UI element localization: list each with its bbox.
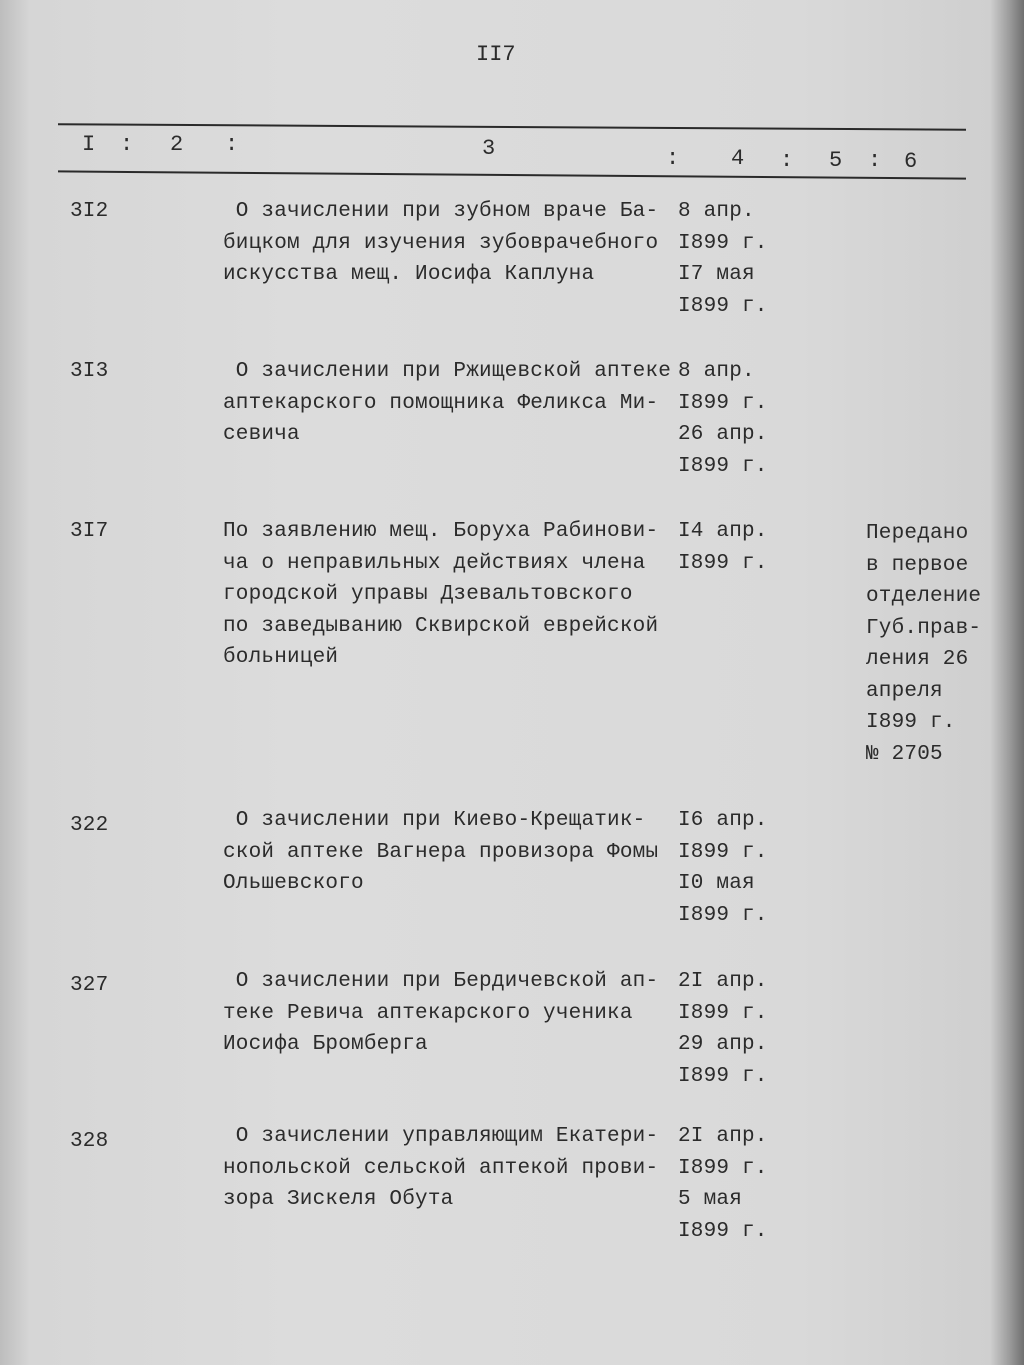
entry-description <box>223 1121 658 1216</box>
header-separator: : <box>666 146 680 171</box>
entry-description-line: О зачислении при Бердичевской ап- <box>223 970 659 993</box>
entry-number: 327 <box>70 974 109 997</box>
header-separator: : <box>868 148 882 173</box>
entry-dates <box>678 516 768 579</box>
entry-description-line: О зачислении при зубном враче Ба- <box>223 200 659 223</box>
entry-dates-line: 8 апр. <box>678 200 755 223</box>
entry-note-line: апреля <box>866 679 943 703</box>
entry-description-line: ской аптеке Вагнера провизора Фомы <box>223 840 659 864</box>
entry-description <box>223 196 658 291</box>
entry-number: 3I3 <box>70 360 109 383</box>
entry-dates-line: I6 апр. <box>678 809 768 832</box>
entry-description-line: больницей <box>223 646 339 669</box>
entry-description-line: севича <box>223 423 300 446</box>
entry-dates-line: I899 г. <box>678 1001 768 1025</box>
entry-description <box>223 805 658 900</box>
entry-description-line: городской управы Дзевальтовского <box>223 583 633 606</box>
entry-dates-line: I899 г. <box>678 551 768 575</box>
entry-number: 328 <box>70 1130 109 1153</box>
entry-dates <box>678 805 768 931</box>
entry-dates-line: 26 апр. <box>678 423 768 446</box>
entry-dates <box>678 966 768 1092</box>
entry-dates-line: I899 г. <box>678 840 768 864</box>
header-col-5: 5 <box>829 148 843 173</box>
entry-dates-line: 2I апр. <box>678 1125 768 1148</box>
entry-note-line: ления 26 <box>866 648 969 671</box>
entry-description-line: ча о неправильных действиях члена <box>223 551 646 575</box>
entry-number: 322 <box>70 814 109 837</box>
entry-description-line: По заявлению мещ. Боруха Рабинови- <box>223 520 659 543</box>
entry-dates <box>678 356 768 482</box>
page-number: II7 <box>476 42 516 67</box>
entry-dates-line: 8 апр. <box>678 360 755 383</box>
header-col-6: 6 <box>904 149 918 174</box>
entry-note-line: I899 г. <box>866 711 956 734</box>
entry-description-line: бицком для изучения зубоврачебного <box>223 231 659 255</box>
entry-note-line: отделение <box>866 585 982 608</box>
entry-dates-line: I899 г. <box>678 1156 768 1180</box>
entry-description-line: теке Ревича аптекарского ученика <box>223 1001 633 1025</box>
entry-dates-line: I899 г. <box>678 454 768 478</box>
entry-dates-line: I4 апр. <box>678 520 768 543</box>
header-col-1: I <box>82 132 96 157</box>
entry-description <box>223 356 671 451</box>
entry-dates-line: 5 мая <box>678 1188 743 1211</box>
entry-description <box>223 966 658 1061</box>
header-col-2: 2 <box>170 132 184 157</box>
entry-description-line: О зачислении при Киево-Крещатик- <box>223 809 646 832</box>
entry-dates-line: I899 г. <box>678 391 768 415</box>
entry-note <box>866 518 981 770</box>
entry-dates-line: I7 мая <box>678 263 755 286</box>
entry-dates <box>678 1121 768 1247</box>
entry-note-line: Передано <box>866 522 969 545</box>
entry-description-line: О зачислении при Ржищевской аптеке <box>223 360 672 383</box>
entry-number: 3I2 <box>70 200 109 223</box>
header-separator: : <box>225 132 239 157</box>
entry-description-line: О зачислении управляющим Екатери- <box>223 1125 659 1148</box>
entry-number: 3I7 <box>70 520 109 543</box>
header-top-rule <box>58 123 966 131</box>
entry-dates-line: I0 мая <box>678 872 755 895</box>
entry-dates-line: I899 г. <box>678 903 768 927</box>
entry-dates <box>678 196 768 322</box>
entry-description-line: Иосифа Бромберга <box>223 1033 428 1056</box>
entry-description-line: аптекарского помощника Феликса Ми- <box>223 391 659 415</box>
entry-description-line: нопольской сельской аптекой прови- <box>223 1156 659 1180</box>
entry-dates-line: I899 г. <box>678 1064 768 1088</box>
entry-dates-line: I899 г. <box>678 1219 768 1243</box>
entry-description <box>223 516 658 674</box>
entry-dates-line: I899 г. <box>678 294 768 318</box>
entry-dates-line: 2I апр. <box>678 970 768 993</box>
entry-note-line: Губ.прав- <box>866 616 982 640</box>
header-separator: : <box>780 148 794 173</box>
header-col-4: 4 <box>731 146 745 171</box>
entry-dates-line: 29 апр. <box>678 1033 768 1056</box>
entry-note-line: в первое <box>866 553 969 577</box>
entry-description-line: зора Зискеля Обута <box>223 1188 454 1211</box>
entry-description-line: искусства мещ. Иосифа Каплуна <box>223 263 595 286</box>
entry-note-line: № 2705 <box>866 742 943 766</box>
entry-dates-line: I899 г. <box>678 231 768 255</box>
header-separator: : <box>120 132 134 157</box>
entry-description-line: по заведыванию Сквирской еврейской <box>223 614 659 638</box>
header-col-3: 3 <box>482 136 496 161</box>
entry-description-line: Ольшевского <box>223 872 364 895</box>
